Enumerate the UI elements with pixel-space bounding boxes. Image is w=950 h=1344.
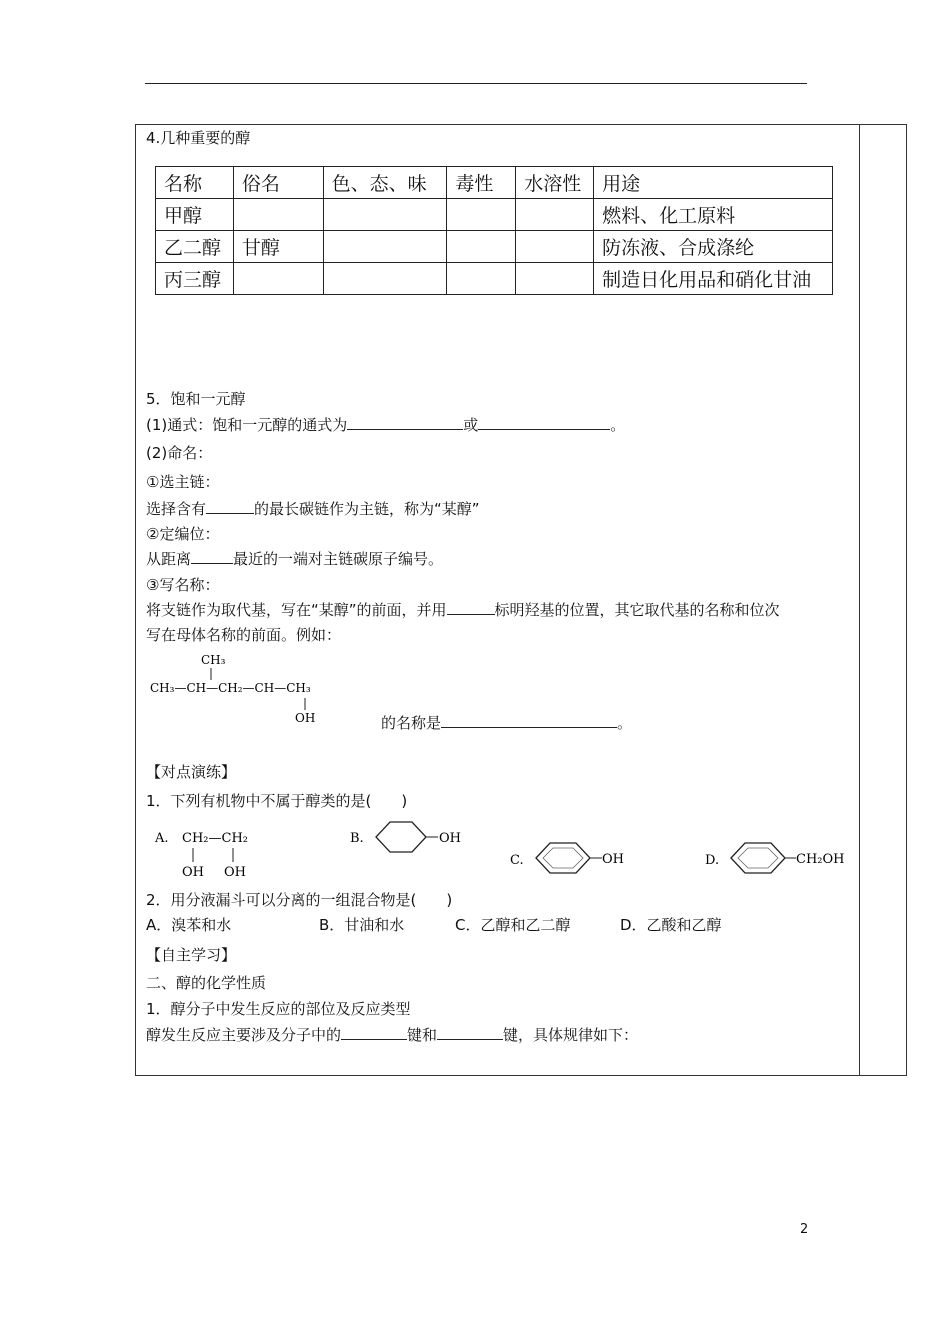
practice-q1: 1．下列有机物中不属于醇类的是( ) bbox=[146, 792, 408, 810]
alcohol-table bbox=[155, 166, 833, 295]
selfstudy-title: 【自主学习】 bbox=[146, 946, 237, 964]
step3-post: 标明羟基的位置，其它取代基的名称和位次 bbox=[494, 601, 780, 619]
formula-blank-2[interactable] bbox=[478, 415, 610, 430]
option-d-ring-icon bbox=[731, 843, 785, 873]
table-cell: 防冻液、合成涤纶 bbox=[594, 231, 833, 263]
table-cell: 乙二醇 bbox=[156, 231, 234, 263]
selfstudy-heading: 二、醇的化学性质 bbox=[146, 974, 267, 992]
step2-post: 最近的一端对主链碳原子编号。 bbox=[233, 550, 444, 568]
table-cell: 燃料、化工原料 bbox=[594, 199, 833, 231]
option-a-chain: CH₂—CH₂ bbox=[182, 831, 248, 846]
selfstudy-item1-line bbox=[146, 1025, 638, 1045]
table-cell bbox=[323, 263, 447, 295]
table-cell: 甲醇 bbox=[156, 199, 234, 231]
table-header-cell: 俗名 bbox=[233, 167, 323, 199]
frame-column-divider bbox=[859, 124, 860, 1076]
step1-pre: 选择含有 bbox=[146, 500, 207, 518]
table-header-cell: 用途 bbox=[594, 167, 833, 199]
step1-title: ①选主链： bbox=[146, 473, 220, 491]
practice-title: 【对点演练】 bbox=[146, 763, 237, 781]
formula-or: 或 bbox=[463, 416, 479, 434]
option-c-ring-icon bbox=[536, 843, 590, 873]
table-header-cell: 毒性 bbox=[447, 167, 516, 199]
example-name-end: 。 bbox=[617, 714, 633, 732]
table-cell bbox=[323, 199, 447, 231]
option-c-aromatic-icon bbox=[543, 848, 583, 868]
step3-blank[interactable] bbox=[447, 600, 495, 615]
item1-blank-1[interactable] bbox=[341, 1025, 407, 1040]
table-cell: 甘醇 bbox=[233, 231, 323, 263]
option-a-oh-2: OH bbox=[224, 865, 246, 880]
table-cell bbox=[233, 263, 323, 295]
option-b-group: OH bbox=[439, 831, 461, 846]
step1-blank[interactable] bbox=[206, 499, 254, 514]
table-header-cell: 水溶性 bbox=[516, 167, 594, 199]
practice-q2: 2．用分液漏斗可以分离的一组混合物是( ) bbox=[146, 891, 453, 909]
table-header-row bbox=[156, 167, 833, 199]
step2-line bbox=[146, 549, 443, 569]
table-header-cell: 名称 bbox=[156, 167, 234, 199]
option-d-aromatic-icon bbox=[738, 848, 778, 868]
option-a-label: A. bbox=[155, 831, 169, 846]
table-cell bbox=[516, 263, 594, 295]
structure-top-group: CH₃ bbox=[201, 653, 226, 667]
table-cell bbox=[447, 231, 516, 263]
structure-bottom-group: OH bbox=[295, 711, 316, 725]
section5-title: 5．饱和一元醇 bbox=[146, 390, 246, 408]
formula-end: 。 bbox=[610, 416, 626, 434]
structure-diagram bbox=[145, 648, 385, 728]
formula-blank-1[interactable] bbox=[347, 415, 463, 430]
formula-line bbox=[146, 415, 625, 435]
table-cell bbox=[233, 199, 323, 231]
table-cell bbox=[447, 263, 516, 295]
structure-main-chain: CH₃—CH—CH₂—CH—CH₃ bbox=[150, 681, 311, 695]
naming-title: (2)命名： bbox=[146, 444, 213, 462]
example-name-blank[interactable] bbox=[441, 713, 617, 728]
table-cell bbox=[323, 231, 447, 263]
step1-line bbox=[146, 499, 480, 519]
page-number: 2 bbox=[800, 1222, 809, 1237]
header-rule bbox=[145, 83, 807, 84]
item1-post: 键，具体规律如下： bbox=[503, 1026, 639, 1044]
item1-mid: 键和 bbox=[407, 1026, 438, 1044]
option-b-ring-icon bbox=[376, 822, 426, 852]
table-row bbox=[156, 263, 833, 295]
item1-blank-2[interactable] bbox=[437, 1025, 503, 1040]
step3-pre: 将支链作为取代基，写在“某醇”的前面，并用 bbox=[146, 601, 447, 619]
step2-pre: 从距离 bbox=[146, 550, 192, 568]
q1-options-diagram bbox=[150, 820, 860, 884]
option-d-group: CH₂OH bbox=[796, 852, 845, 867]
example-name-line bbox=[381, 713, 632, 733]
section4-title: 4.几种重要的醇 bbox=[146, 129, 251, 147]
option-b-label: B. bbox=[350, 831, 364, 846]
table-cell bbox=[516, 231, 594, 263]
option-a-oh-1: OH bbox=[182, 865, 204, 880]
step3-line2: 写在母体名称的前面。例如： bbox=[146, 626, 342, 644]
table-header-cell: 色、态、味 bbox=[323, 167, 447, 199]
table-row bbox=[156, 231, 833, 263]
item1-pre: 醇发生反应主要涉及分子中的 bbox=[146, 1026, 342, 1044]
step3-title: ③写名称： bbox=[146, 576, 220, 594]
step2-blank[interactable] bbox=[191, 549, 233, 564]
table-row bbox=[156, 199, 833, 231]
q2-option-d: D．乙酸和乙醇 bbox=[620, 916, 722, 934]
table-cell: 制造日化用品和硝化甘油 bbox=[594, 263, 833, 295]
q2-option-a: A．溴苯和水 bbox=[146, 916, 232, 934]
table-cell bbox=[516, 199, 594, 231]
example-name-pre: 的名称是 bbox=[381, 714, 442, 732]
step2-title: ②定编位： bbox=[146, 525, 220, 543]
option-c-label: C. bbox=[510, 853, 524, 868]
q2-option-c: C．乙醇和乙二醇 bbox=[455, 916, 571, 934]
selfstudy-item1: 1．醇分子中发生反应的部位及反应类型 bbox=[146, 1000, 411, 1018]
option-c-group: OH bbox=[602, 852, 624, 867]
table-cell bbox=[447, 199, 516, 231]
q2-option-b: B．甘油和水 bbox=[319, 916, 405, 934]
table-cell: 丙三醇 bbox=[156, 263, 234, 295]
step3-line bbox=[146, 600, 780, 620]
step1-post: 的最长碳链作为主链，称为“某醇” bbox=[254, 500, 480, 518]
option-d-label: D. bbox=[705, 853, 720, 868]
formula-prefix: (1)通式：饱和一元醇的通式为 bbox=[146, 416, 348, 434]
